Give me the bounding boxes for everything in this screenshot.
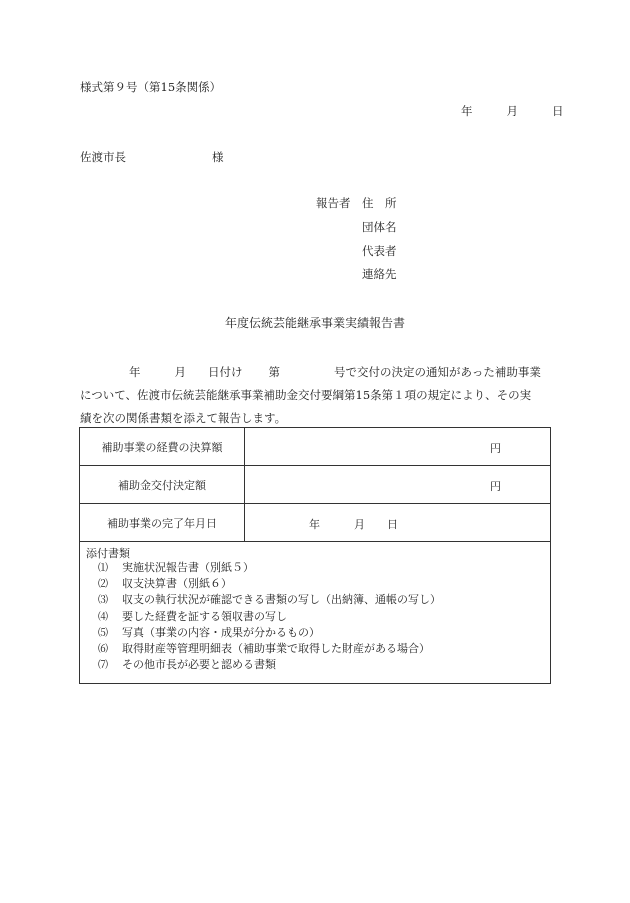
grant-decision-amount-value[interactable]	[245, 466, 551, 504]
settlement-amount-value[interactable]	[245, 428, 551, 466]
reporter-field-address: 住 所	[362, 196, 397, 210]
date-year: 年	[461, 104, 473, 118]
report-table	[79, 427, 551, 542]
settlement-amount-label: 補助事業の経費の決算額	[80, 428, 245, 466]
body-line-1	[80, 361, 552, 384]
body-year: 年	[129, 365, 141, 379]
body-month: 月	[174, 365, 186, 379]
attachments-section	[79, 541, 551, 684]
list-item: ⑺ その他市長が必要と認める書類	[98, 658, 276, 672]
attachments-list	[98, 560, 441, 673]
reporter-label: 報告者	[316, 196, 351, 210]
document-title: 年度伝統芸能継承事業実績報告書	[224, 316, 405, 330]
body-dated: 日付け	[208, 365, 243, 379]
reporter-field-representative: 代表者	[362, 244, 397, 258]
body-line-1-rest: 号で交付の決定の通知があった補助事業	[334, 365, 541, 379]
date-month: 月	[506, 104, 518, 118]
completion-year: 年	[309, 518, 320, 531]
completion-date-label: 補助事業の完了年月日	[80, 504, 245, 542]
list-item: ⑸ 写真（事業の内容・成果が分かるもの）	[98, 625, 320, 639]
form-number: 様式第９号（第15条関係）	[80, 80, 222, 94]
list-item: ⑴ 実施状況報告書（別紙５）	[98, 561, 254, 574]
list-item: ⑷ 要した経費を証する領収書の写し	[98, 609, 287, 623]
report-date	[461, 106, 564, 118]
body-paragraph	[80, 361, 552, 430]
reporter-field-contact: 連絡先	[362, 267, 397, 281]
body-number-prefix: 第	[268, 365, 280, 379]
list-item: ⑵ 収支決算書（別紙６）	[98, 577, 232, 591]
table-row	[80, 504, 551, 542]
attachments-title: 添付書類	[86, 547, 130, 560]
yen-unit: 円	[490, 480, 501, 493]
table-row	[80, 428, 551, 466]
list-item: ⑹ 取得財産等管理明細表（補助事業で取得した財産がある場合）	[98, 641, 430, 655]
list-item: ⑶ 収支の執行状況が確認できる書類の写し（出納簿、通帳の写し）	[98, 593, 441, 607]
completion-day: 日	[387, 518, 398, 531]
body-line-2: について、佐渡市伝統芸能継承事業補助金交付要綱第15条第１項の規定により、その実	[80, 388, 532, 402]
reporter-field-organization: 団体名	[362, 220, 397, 234]
body-line-3: 績を次の関係書類を添えて報告します。	[80, 411, 287, 425]
completion-month: 月	[354, 518, 365, 531]
completion-date-value[interactable]	[245, 504, 551, 542]
date-day: 日	[552, 104, 564, 118]
addressee-honorific: 様	[212, 150, 224, 164]
addressee-name: 佐渡市長	[80, 150, 126, 164]
grant-decision-amount-label: 補助金交付決定額	[80, 466, 245, 504]
table-row	[80, 466, 551, 504]
addressee	[80, 152, 224, 164]
yen-unit: 円	[490, 442, 501, 455]
